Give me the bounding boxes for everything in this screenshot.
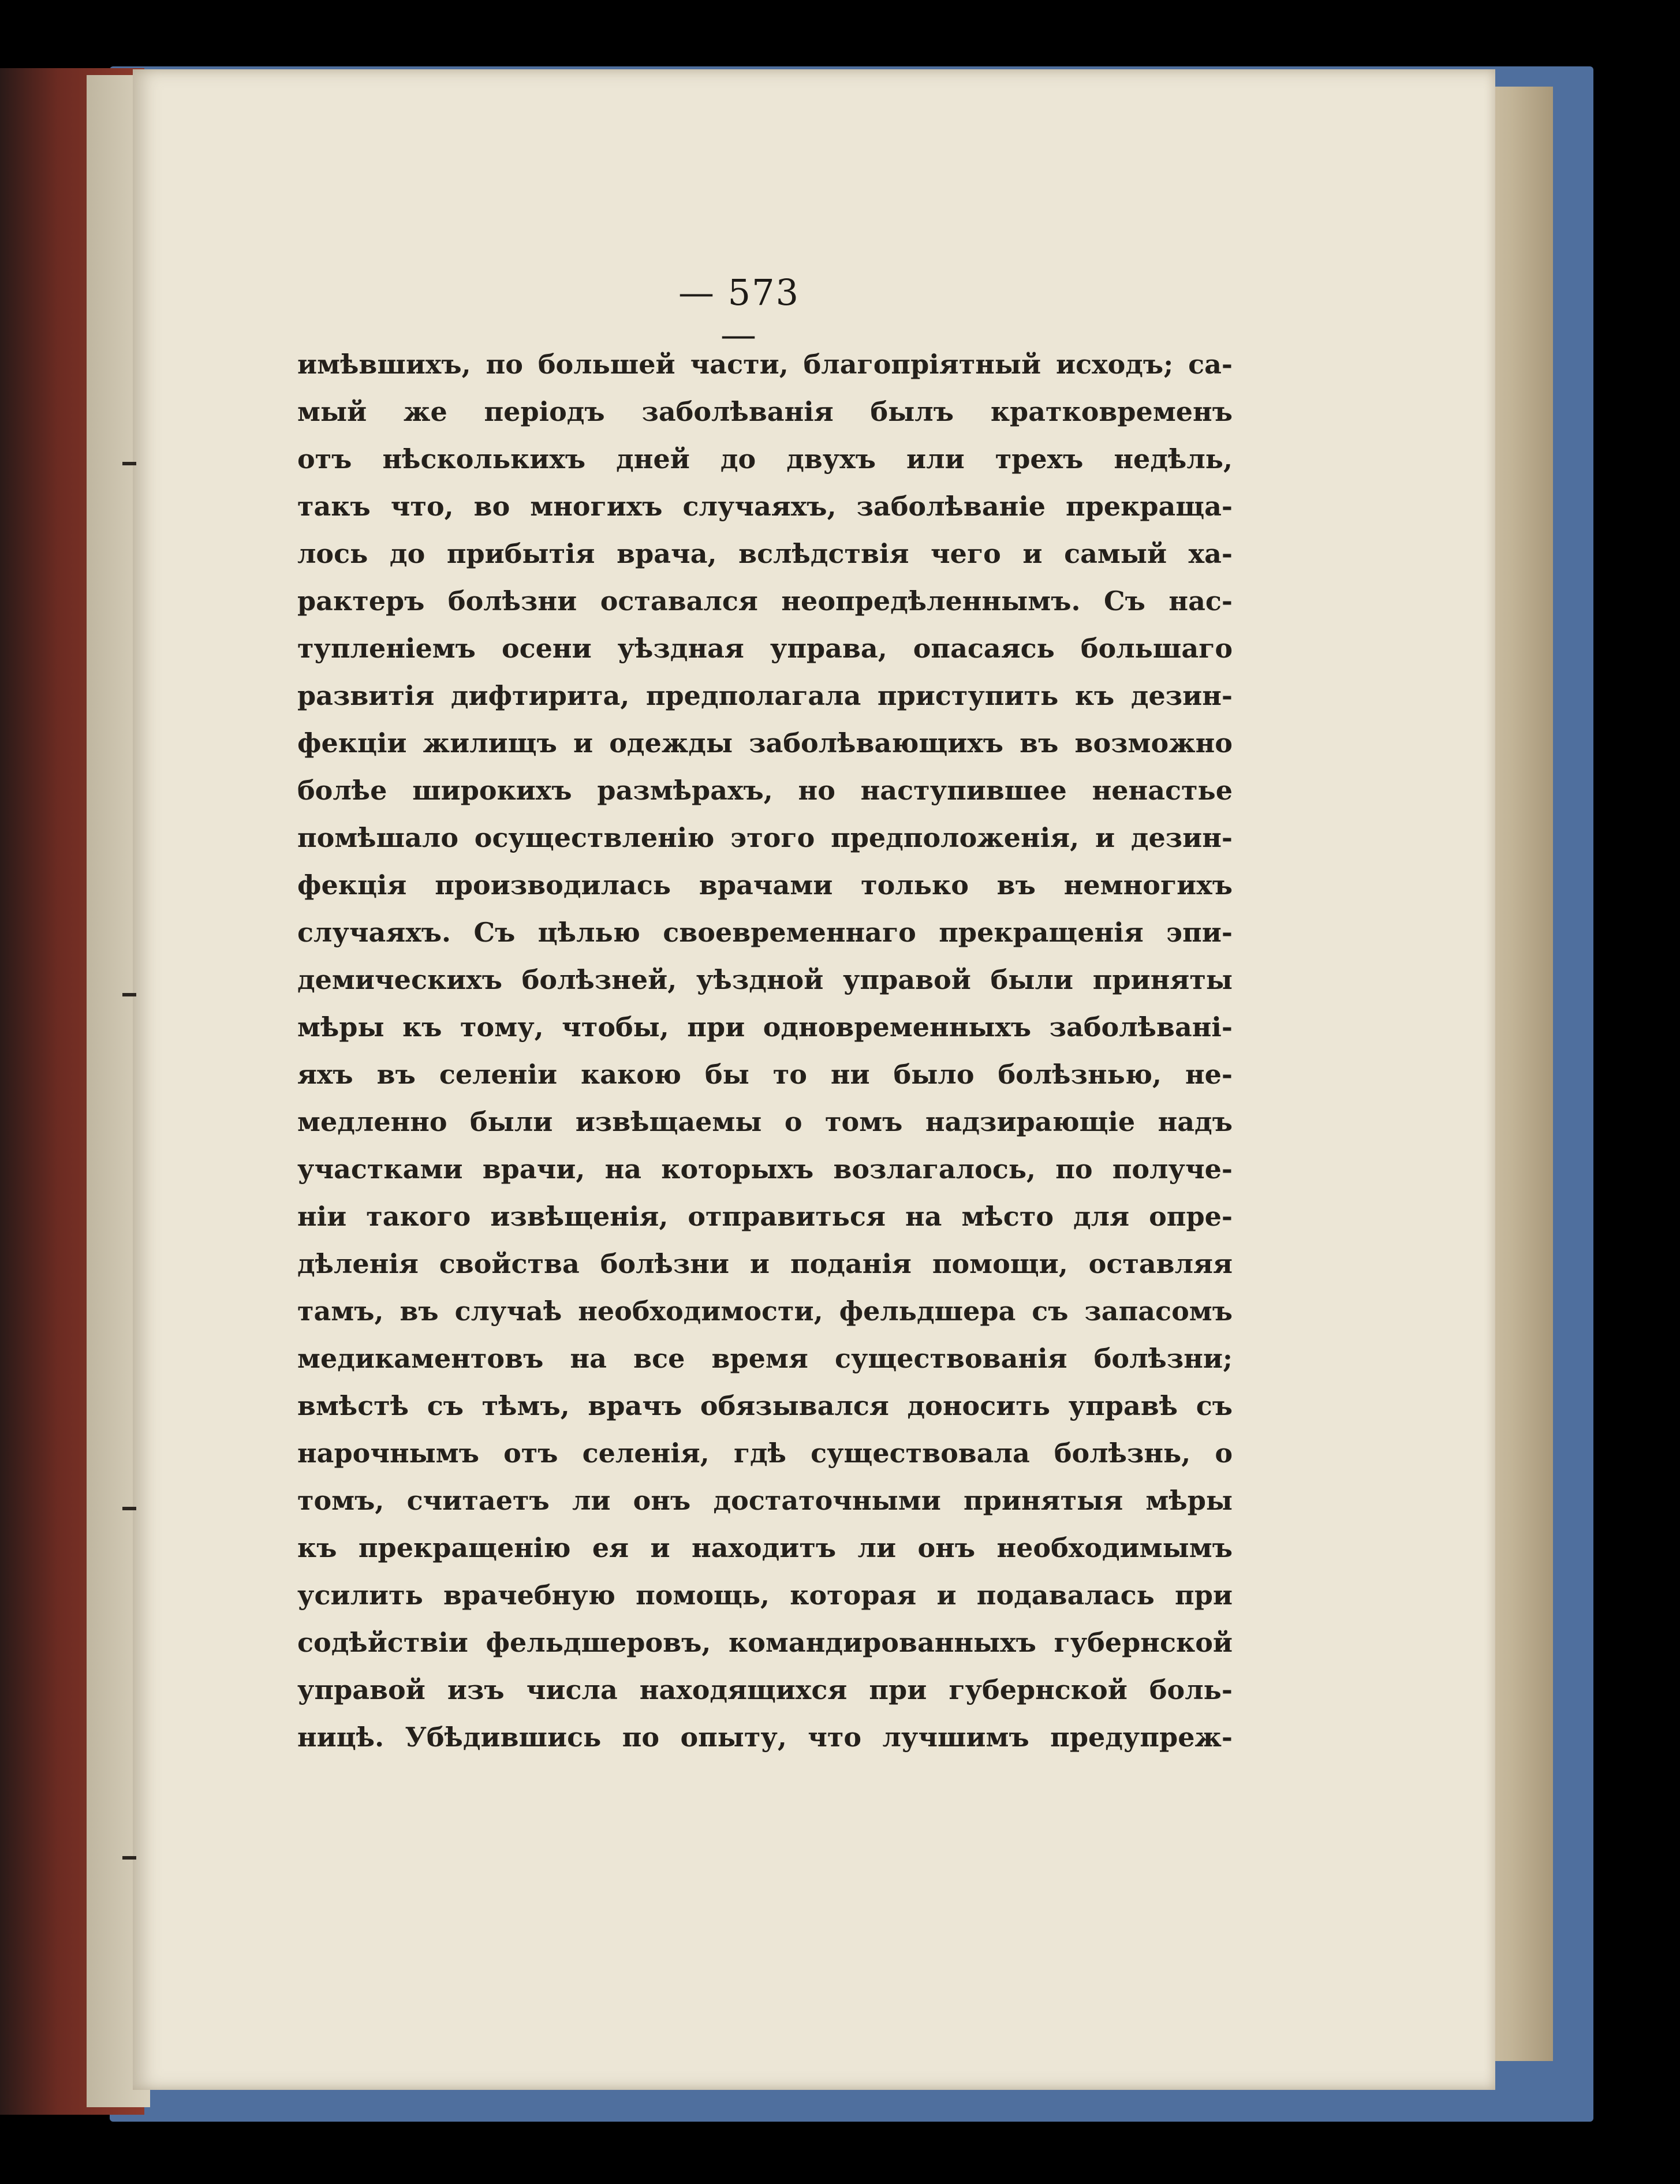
text-line: ніи такого извѣщенія, отправиться на мѣсто для опре- <box>297 1201 1233 1232</box>
text-line: томъ, считаетъ ли онъ достаточными принятыя мѣры <box>297 1485 1233 1516</box>
text-line: яхъ въ селеніи какою бы то ни было болѣзнью, не- <box>297 1059 1233 1090</box>
text-line: дѣленія свойства болѣзни и поданія помощи, оставляя <box>297 1248 1233 1279</box>
text-line: мѣры къ тому, чтобы, при одновременныхъ заболѣвані- <box>297 1011 1233 1043</box>
text-line: лось до прибытія врача, вслѣдствія чего и самый ха- <box>297 538 1233 569</box>
text-line: отъ нѣсколькихъ дней до двухъ или трехъ недѣль, <box>297 443 1233 475</box>
text-line: управой изъ числа находящихся при губернской боль- <box>297 1674 1233 1705</box>
text-line: имѣвшихъ, по большей части, благопріятный исходъ; са- <box>297 349 1233 380</box>
text-line: болѣе широкихъ размѣрахъ, но наступившее ненастье <box>297 775 1233 806</box>
text-line: демическихъ болѣзней, уѣздной управой были приняты <box>297 964 1233 995</box>
text-line: вмѣстѣ съ тѣмъ, врачъ обязывался доносить управѣ съ <box>297 1390 1233 1421</box>
text-line: случаяхъ. Съ цѣлью своевременнаго прекращенія эпи- <box>297 917 1233 948</box>
text-line: фекціи жилищъ и одежды заболѣвающихъ въ возможно <box>297 727 1233 759</box>
page-number: — 573 — <box>678 271 800 356</box>
text-line: ницѣ. Убѣдившись по опыту, что лучшимъ предупреж- <box>297 1722 1233 1753</box>
text-line: тамъ, въ случаѣ необходимости, фельдшера съ запасомъ <box>297 1296 1233 1327</box>
text-line: содѣйствіи фельдшеровъ, командированныхъ губернской <box>297 1627 1233 1658</box>
text-line: мый же періодъ заболѣванія былъ кратковременъ <box>297 396 1233 427</box>
spine-stitch-mark <box>122 462 136 465</box>
text-line: медленно были извѣщаемы о томъ надзирающіе надъ <box>297 1106 1233 1137</box>
spine-stitch-mark <box>122 993 136 996</box>
text-line: нарочнымъ отъ селенія, гдѣ существовала болѣзнь, о <box>297 1438 1233 1469</box>
text-line: такъ что, во многихъ случаяхъ, заболѣваніе прекраща- <box>297 491 1233 522</box>
text-line: развитія дифтирита, предполагала приступить къ дезин- <box>297 680 1233 711</box>
spine-stitch-mark <box>122 1856 136 1860</box>
text-line: усилить врачебную помощь, которая и подавалась при <box>297 1580 1233 1611</box>
text-line: медикаментовъ на все время существованія болѣзни; <box>297 1343 1233 1374</box>
text-line: помѣшало осуществленію этого предположенія, и дезин- <box>297 822 1233 853</box>
text-line: рактеръ болѣзни оставался неопредѣленнымъ. Съ нас- <box>297 585 1233 617</box>
text-line: къ прекращенію ея и находитъ ли онъ необходимымъ <box>297 1532 1233 1563</box>
text-line: участками врачи, на которыхъ возлагалось, по получе- <box>297 1153 1233 1185</box>
spine-stitch-mark <box>122 1507 136 1510</box>
body-text <box>297 341 1233 1761</box>
text-line: тупленіемъ осени уѣздная управа, опасаясь большаго <box>297 633 1233 664</box>
text-line: фекція производилась врачами только въ немногихъ <box>297 869 1233 901</box>
